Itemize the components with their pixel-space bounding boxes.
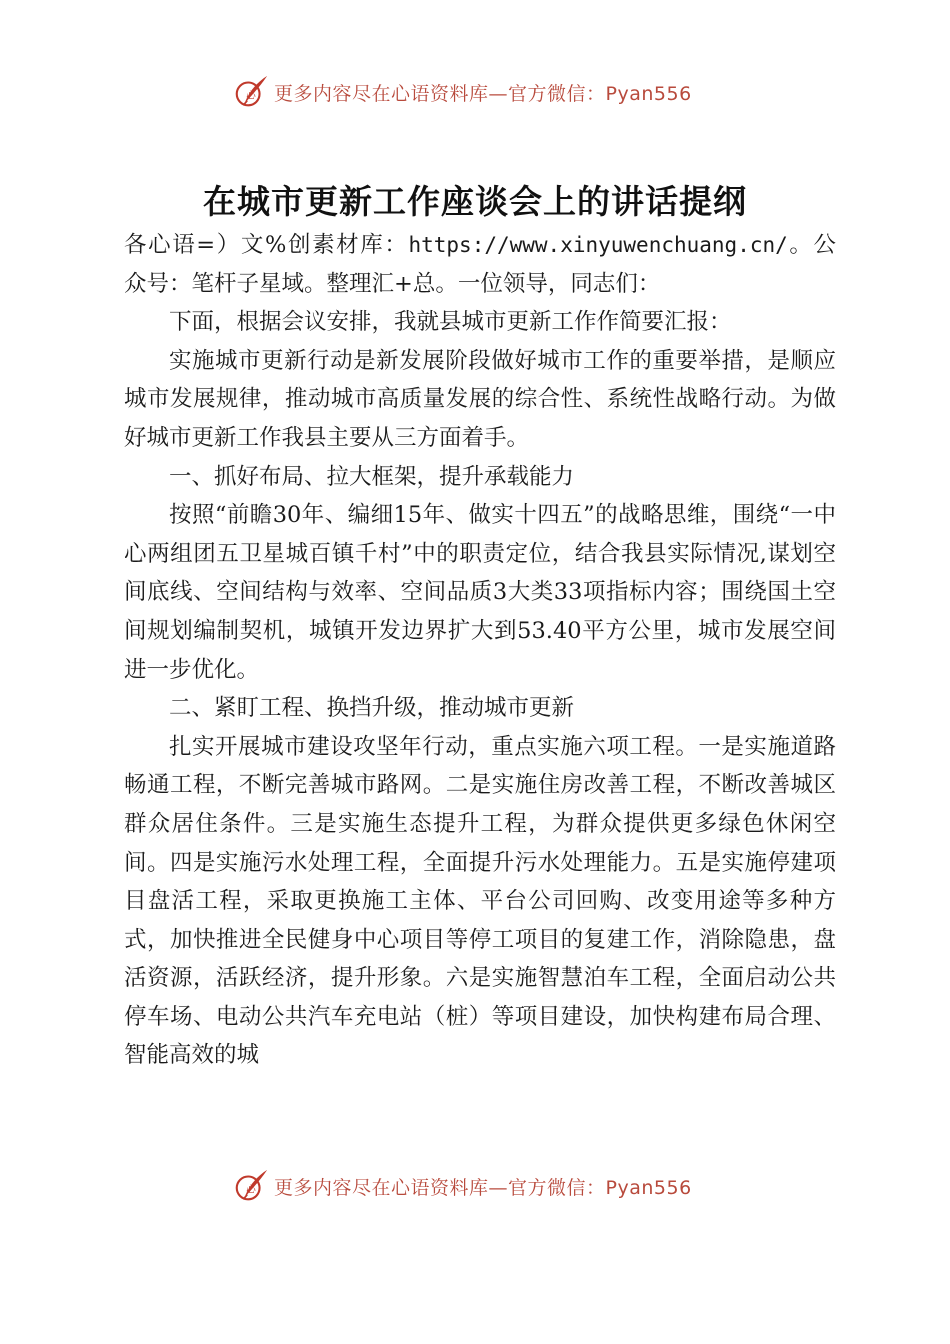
section-heading-2: 二、紧盯工程、换挡升级，推动城市更新 [169, 695, 575, 722]
footer-watermark [232, 1166, 732, 1206]
intro-prefix: 各心语=）文%创素材库： [124, 232, 409, 258]
document-title: 在城市更新工作座谈会上的讲话提纲 [203, 182, 747, 221]
paragraph-significance: 实施城市更新行动是新发展阶段做好城市工作的重要举措，是顺应城市发展规律，推动城市高质量发展的综合性、系统性战略行动。为做好城市更新工作我县主要从三方面着手。 [124, 347, 836, 451]
intro-url: https://www.xinyuwenchuang.cn/ [408, 233, 788, 257]
watermark-text [274, 79, 692, 106]
watermark-label: 更多内容尽在心语资料库—官方微信： [274, 82, 606, 105]
header-watermark [232, 72, 732, 112]
paragraph-projects: 扎实开展城市建设攻坚年行动，重点实施六项工程。一是实施道路畅通工程，不断完善城市路网。二是实施住房改善工程，不断改善城区群众居住条件。三是实施生态提升工程，为群众提供更多绿色休闲空间。四是实施污水处理工程，全面提升污水处理能力。五是实施停建项目盘活工程，采取更换施工主体、平台公司回购、改变用途等多种方式，加快推进全民健身中心项目等停工项目的复建工作，消除隐患，盘活资源，活跃经济，提升形象。六是实施智慧泊车工程，全面启动公共停车场、电动公共汽车充电站（桩）等项目建设，加快构建布局合理、智能高效的城 [124, 733, 836, 1069]
wechat-id: Pyan556 [605, 82, 692, 105]
intro-suffix: 。公众号：笔杆子星域。整理汇+总。一位领导，同志们： [124, 232, 836, 297]
svg-text:心: 心 [246, 1184, 256, 1196]
watermark-text [274, 1173, 692, 1200]
intro-paragraph [124, 226, 836, 303]
paragraph-layout: 按照“前瞻30年、编细15年、做实十四五”的战略思维，围绕“一中心两组团五卫星城百镇千村”中的职责定位，结合我县实际情况,谋划空间底线、空间结构与效率、空间品质3大类33项指标内容；围绕国土空间规划编制契机，城镇开发边界扩大到53.40平方公里，城市发展空间进一步优化。 [124, 502, 836, 683]
watermark-label: 更多内容尽在心语资料库—官方微信： [274, 1176, 606, 1199]
quill-pen-logo-icon [232, 73, 270, 111]
document-body [124, 226, 836, 1075]
wechat-id: Pyan556 [605, 1176, 692, 1199]
section-heading-1: 一、抓好布局、拉大框架，提升承载能力 [169, 463, 575, 490]
paragraph-report-intro: 下面，根据会议安排，我就县城市更新工作作简要汇报： [169, 309, 732, 336]
svg-text:心: 心 [246, 90, 256, 102]
quill-pen-logo-icon [232, 1167, 270, 1205]
